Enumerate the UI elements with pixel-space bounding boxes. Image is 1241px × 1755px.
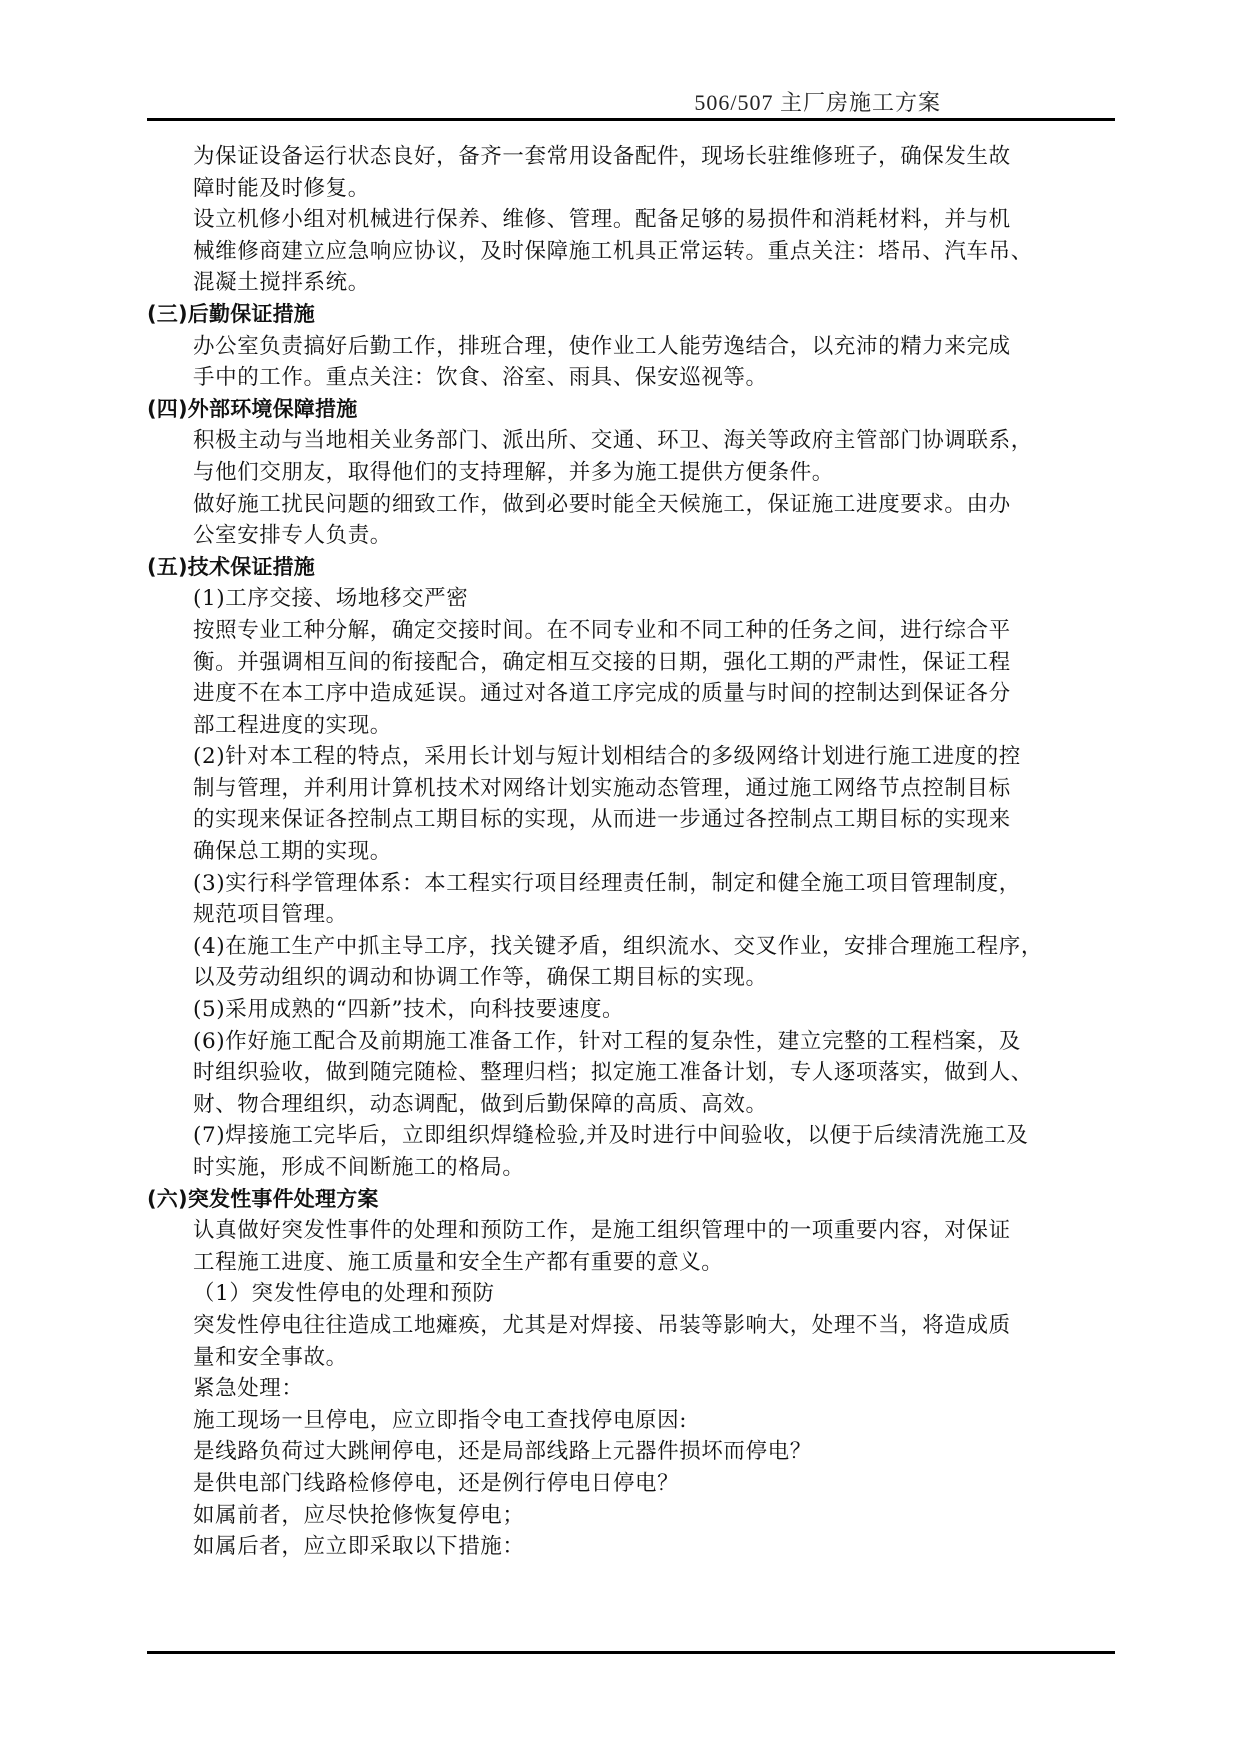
- document-body: [147, 141, 1115, 1563]
- paragraph-line: (1)工序交接、场地移交严密: [193, 586, 469, 612]
- paragraph-line: 是线路负荷过大跳闸停电，还是局部线路上元器件损坏而停电？: [193, 1439, 812, 1465]
- paragraph-line: 时组织验收，做到随完随检、整理归档；拟定施工准备计划，专人逐项落实，做到人、: [193, 1060, 1033, 1086]
- section-heading: (五)技术保证措施: [147, 554, 315, 579]
- paragraph-line: 的实现来保证各控制点工期目标的实现，从而进一步通过各控制点工期目标的实现来: [193, 807, 1011, 833]
- paragraph-line: 部工程进度的实现。: [193, 712, 392, 738]
- paragraph-line: 衡。并强调相互间的衔接配合，确定相互交接的日期，强化工期的严肃性，保证工程: [193, 649, 1011, 675]
- paragraph-line: 是供电部门线路检修停电，还是例行停电日停电？: [193, 1470, 680, 1496]
- paragraph-line: 与他们交朋友，取得他们的支持理解，并多为施工提供方便条件。: [193, 459, 834, 485]
- footer-divider: [147, 1651, 1115, 1654]
- paragraph-line: 如属前者，应尽快抢修恢复停电；: [193, 1502, 525, 1528]
- paragraph-line: 工程施工进度、施工质量和安全生产都有重要的意义。: [193, 1249, 724, 1275]
- paragraph-line: 财、物合理组织，动态调配，做到后勤保障的高质、高效。: [193, 1091, 768, 1117]
- paragraph-line: (7)焊接施工完毕后，立即组织焊缝检验,并及时进行中间验收，以便于后续清洗施工及: [193, 1123, 1029, 1149]
- header-divider: [147, 118, 1115, 121]
- paragraph-line: 做好施工扰民问题的细致工作，做到必要时能全天候施工，保证施工进度要求。由办: [193, 491, 1011, 517]
- section-heading: (四)外部环境保障措施: [147, 396, 358, 421]
- paragraph-line: 认真做好突发性事件的处理和预防工作，是施工组织管理中的一项重要内容，对保证: [193, 1218, 1011, 1244]
- paragraph-line: 施工现场一旦停电，应立即指令电工查找停电原因:: [193, 1407, 688, 1433]
- paragraph-line: 如属后者，应立即采取以下措施：: [193, 1534, 525, 1560]
- paragraph-line: (5)采用成熟的“四新”技术，向科技要速度。: [193, 997, 625, 1023]
- paragraph-line: 障时能及时修复。: [193, 175, 370, 201]
- paragraph-line: 混凝土搅拌系统。: [193, 270, 370, 296]
- section-heading: (六)突发性事件处理方案: [147, 1186, 379, 1211]
- paragraph-line: 量和安全事故。: [193, 1344, 348, 1370]
- paragraph-line: 规范项目管理。: [193, 902, 348, 928]
- paragraph-line: 积极主动与当地相关业务部门、派出所、交通、环卫、海关等政府主管部门协调联系，: [193, 428, 1033, 454]
- paragraph-line: （1）突发性停电的处理和预防: [193, 1281, 495, 1307]
- paragraph-line: (4)在施工生产中抓主导工序，找关键矛盾，组织流水、交叉作业，安排合理施工程序，: [193, 933, 1043, 959]
- paragraph-line: 紧急处理：: [193, 1376, 304, 1402]
- paragraph-line: 确保总工期的实现。: [193, 839, 392, 865]
- paragraph-line: 进度不在本工序中造成延误。通过对各道工序完成的质量与时间的控制达到保证各分: [193, 681, 1011, 707]
- section-heading: (三)后勤保证措施: [147, 301, 315, 326]
- paragraph-line: 制与管理，并利用计算机技术对网络计划实施动态管理，通过施工网络节点控制目标: [193, 775, 1011, 801]
- paragraph-line: 按照专业工种分解，确定交接时间。在不同专业和不同工种的任务之间，进行综合平: [193, 617, 1011, 643]
- paragraph-line: 突发性停电往往造成工地瘫痪，尤其是对焊接、吊装等影响大，处理不当，将造成质: [193, 1312, 1011, 1338]
- paragraph-line: (3)实行科学管理体系：本工程实行项目经理责任制，制定和健全施工项目管理制度，: [193, 870, 1021, 896]
- paragraph-line: (2)针对本工程的特点，采用长计划与短计划相结合的多级网络计划进行施工进度的控: [193, 744, 1021, 770]
- paragraph-line: 公室安排专人负责。: [193, 523, 392, 549]
- paragraph-line: 械维修商建立应急响应协议，及时保障施工机具正常运转。重点关注：塔吊、汽车吊、: [193, 238, 1033, 264]
- paragraph-line: 办公室负责搞好后勤工作，排班合理，使作业工人能劳逸结合，以充沛的精力来完成: [193, 333, 1011, 359]
- paragraph-line: 手中的工作。重点关注：饮食、浴室、雨具、保安巡视等。: [193, 365, 768, 391]
- paragraph-line: 设立机修小组对机械进行保养、维修、管理。配备足够的易损件和消耗材料，并与机: [193, 207, 1011, 233]
- paragraph-line: 以及劳动组织的调动和协调工作等，确保工期目标的实现。: [193, 965, 768, 991]
- paragraph-line: 为保证设备运行状态良好，备齐一套常用设备配件，现场长驻维修班子，确保发生故: [193, 144, 1011, 169]
- document-header-title: 506/507 主厂房施工方案: [694, 90, 941, 115]
- paragraph-line: (6)作好施工配合及前期施工准备工作，针对工程的复杂性，建立完整的工程档案，及: [193, 1028, 1021, 1054]
- paragraph-line: 时实施，形成不间断施工的格局。: [193, 1155, 525, 1180]
